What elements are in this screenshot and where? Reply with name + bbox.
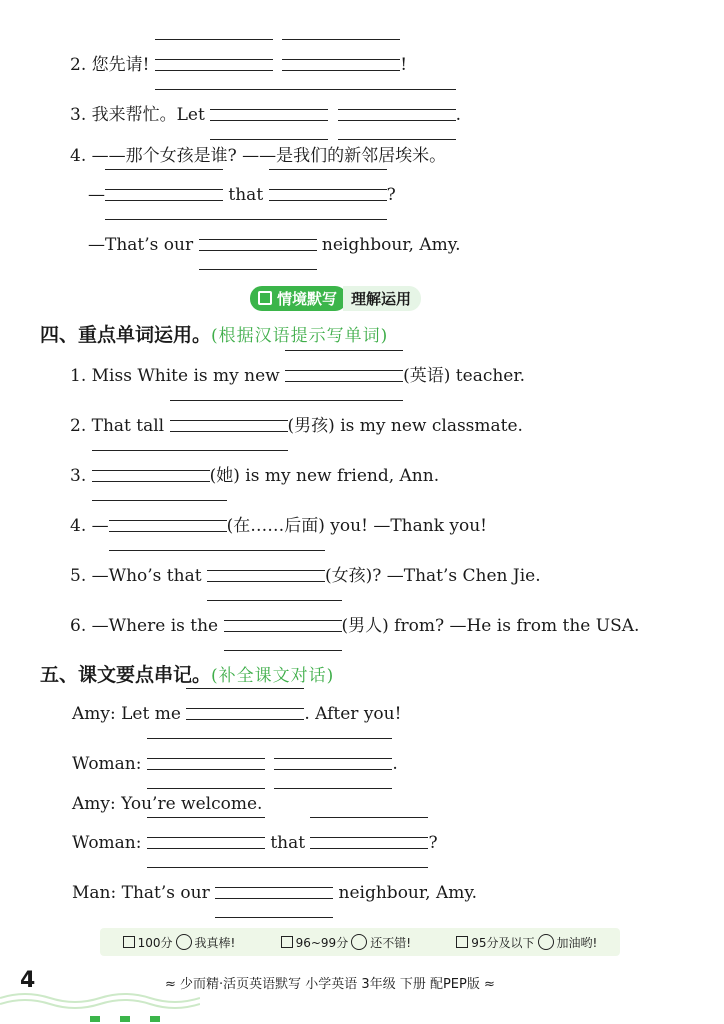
item-4-line-a: — that ?	[88, 184, 396, 206]
dialog-line-2: Woman: .	[72, 753, 398, 775]
section-4-heading: 四、重点单词运用。(根据汉语提示写单词)	[40, 324, 389, 346]
section-5-heading: 五、课文要点串记。(补全课文对话)	[40, 664, 335, 686]
item-4-prompt: 4. ——那个女孩是谁? ——是我们的新邻居埃米。	[70, 146, 447, 166]
score-option-c[interactable]: 95分及以下 加油哟!	[456, 934, 597, 951]
word-q6: 6. —Where is the (男人) from? —He is from the USA.	[70, 615, 639, 637]
checkbox-icon[interactable]	[281, 936, 293, 948]
blank[interactable]	[282, 57, 400, 75]
item-3: 3. 我来帮忙。Let .	[70, 104, 461, 126]
item-2: 2. 您先请! !	[70, 54, 407, 76]
footer: ≈ 少而精·活页英语默写 小学英语 3年级 下册 配PEP版 ≈	[165, 977, 495, 992]
banner-pill: 情境默写	[250, 286, 347, 311]
checkbox-icon[interactable]	[456, 936, 468, 948]
blank[interactable]	[338, 107, 456, 125]
blank[interactable]	[269, 187, 387, 205]
score-option-a[interactable]: 100分 我真棒!	[123, 934, 236, 951]
blank[interactable]	[215, 885, 333, 903]
blank[interactable]	[274, 756, 392, 774]
pencil-box-icon	[258, 291, 272, 305]
blank[interactable]	[170, 418, 288, 436]
cheer-face-icon	[538, 934, 554, 950]
blank[interactable]	[199, 237, 317, 255]
blank[interactable]	[147, 756, 265, 774]
checkbox-icon[interactable]	[123, 936, 135, 948]
blank[interactable]	[155, 57, 273, 75]
dialog-line-4: Woman: that ?	[72, 832, 438, 854]
blank[interactable]	[186, 706, 304, 724]
dialog-line-5: Man: That’s our neighbour, Amy.	[72, 882, 477, 904]
section-banner	[250, 286, 421, 310]
word-q1: 1. Miss White is my new (英语) teacher.	[70, 365, 525, 387]
happy-face-icon	[176, 934, 192, 950]
blank[interactable]	[207, 568, 325, 586]
blank[interactable]	[310, 835, 428, 853]
banner-text: 理解运用	[343, 286, 421, 311]
blank[interactable]	[285, 368, 403, 386]
word-q5: 5. —Who’s that (女孩)? —That’s Chen Jie.	[70, 565, 541, 587]
wave-decoration	[0, 990, 200, 1024]
smile-face-icon	[351, 934, 367, 950]
blank[interactable]	[92, 468, 210, 486]
blank[interactable]	[147, 835, 265, 853]
dialog-line-1: Amy: Let me . After you!	[72, 703, 401, 725]
item-4-line-b: —That’s our neighbour, Amy.	[88, 234, 460, 256]
blank[interactable]	[210, 107, 328, 125]
score-option-b[interactable]: 96~99分 还不错!	[281, 934, 411, 951]
word-q3: 3. (她) is my new friend, Ann.	[70, 465, 439, 487]
blank[interactable]	[105, 187, 223, 205]
score-strip	[100, 928, 620, 956]
blank[interactable]	[224, 618, 342, 636]
page-number: 4	[20, 968, 36, 993]
word-q4: 4. — (在……后面) you! —Thank you!	[70, 515, 487, 537]
word-q2: 2. That tall (男孩) is my new classmate.	[70, 415, 523, 437]
blank[interactable]	[109, 518, 227, 536]
dialog-line-3: Amy: You’re welcome.	[72, 794, 263, 814]
